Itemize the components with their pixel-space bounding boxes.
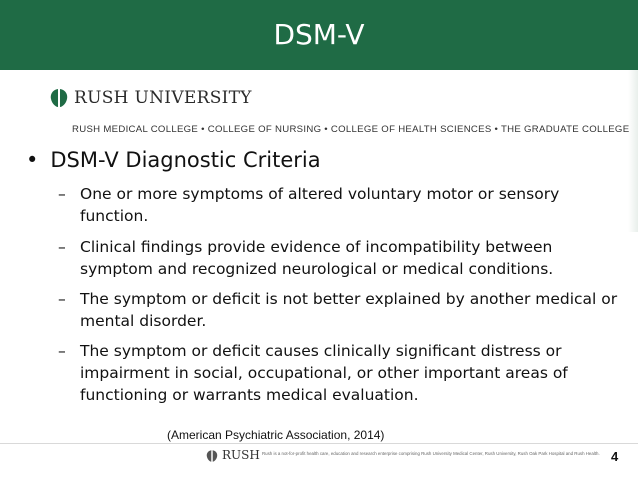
main-bullet [26,148,321,172]
page-number: 4 [611,449,619,464]
sub-bullet-text: The symptom or deficit is not better explained by another medical or mental disorder. [80,290,618,330]
dash-icon: – [58,290,66,308]
slide-title: DSM-V [273,18,365,51]
sub-bullet [58,340,618,406]
footer-logo-text: RUSH [222,448,260,462]
right-edge-shade [628,70,638,232]
main-bullet-text: DSM-V Diagnostic Criteria [50,148,321,172]
sub-bullet [58,288,618,332]
sub-bullet [58,183,618,227]
sub-bullet-text: Clinical findings provide evidence of incompatibility between symptom and recognized neurological or medical conditions. [80,238,554,278]
rush-university-logo [48,86,252,110]
sub-bullet-text: The symptom or deficit causes clinically significant distress or impairment in social, occupational, or other important areas of functioning or warrants medical evaluation. [80,342,568,404]
dash-icon: – [58,238,66,256]
rush-leaf-icon [205,448,219,462]
logo-text: RUSH UNIVERSITY [74,88,252,108]
dash-icon: – [58,342,66,360]
footer-divider [0,443,638,444]
footer-note: Rush is a not-for-profit health care, education and research enterprise comprising Rush University Medical Center, Rush University, Rush Oak Park Hospital and Rush Health. [262,451,600,456]
sub-bullet [58,236,618,280]
rush-leaf-icon [48,87,70,109]
citation: (American Psychiatric Association, 2014) [167,428,385,442]
bullet-icon: • [26,148,39,172]
colleges-list: RUSH MEDICAL COLLEGE • COLLEGE OF NURSING • COLLEGE OF HEALTH SCIENCES • THE GRADUATE COLLEGE [72,124,630,135]
title-bar [0,0,638,70]
sub-bullet-text: One or more symptoms of altered voluntary motor or sensory function. [80,185,560,225]
footer-rush-logo [205,447,260,463]
dash-icon: – [58,185,66,203]
